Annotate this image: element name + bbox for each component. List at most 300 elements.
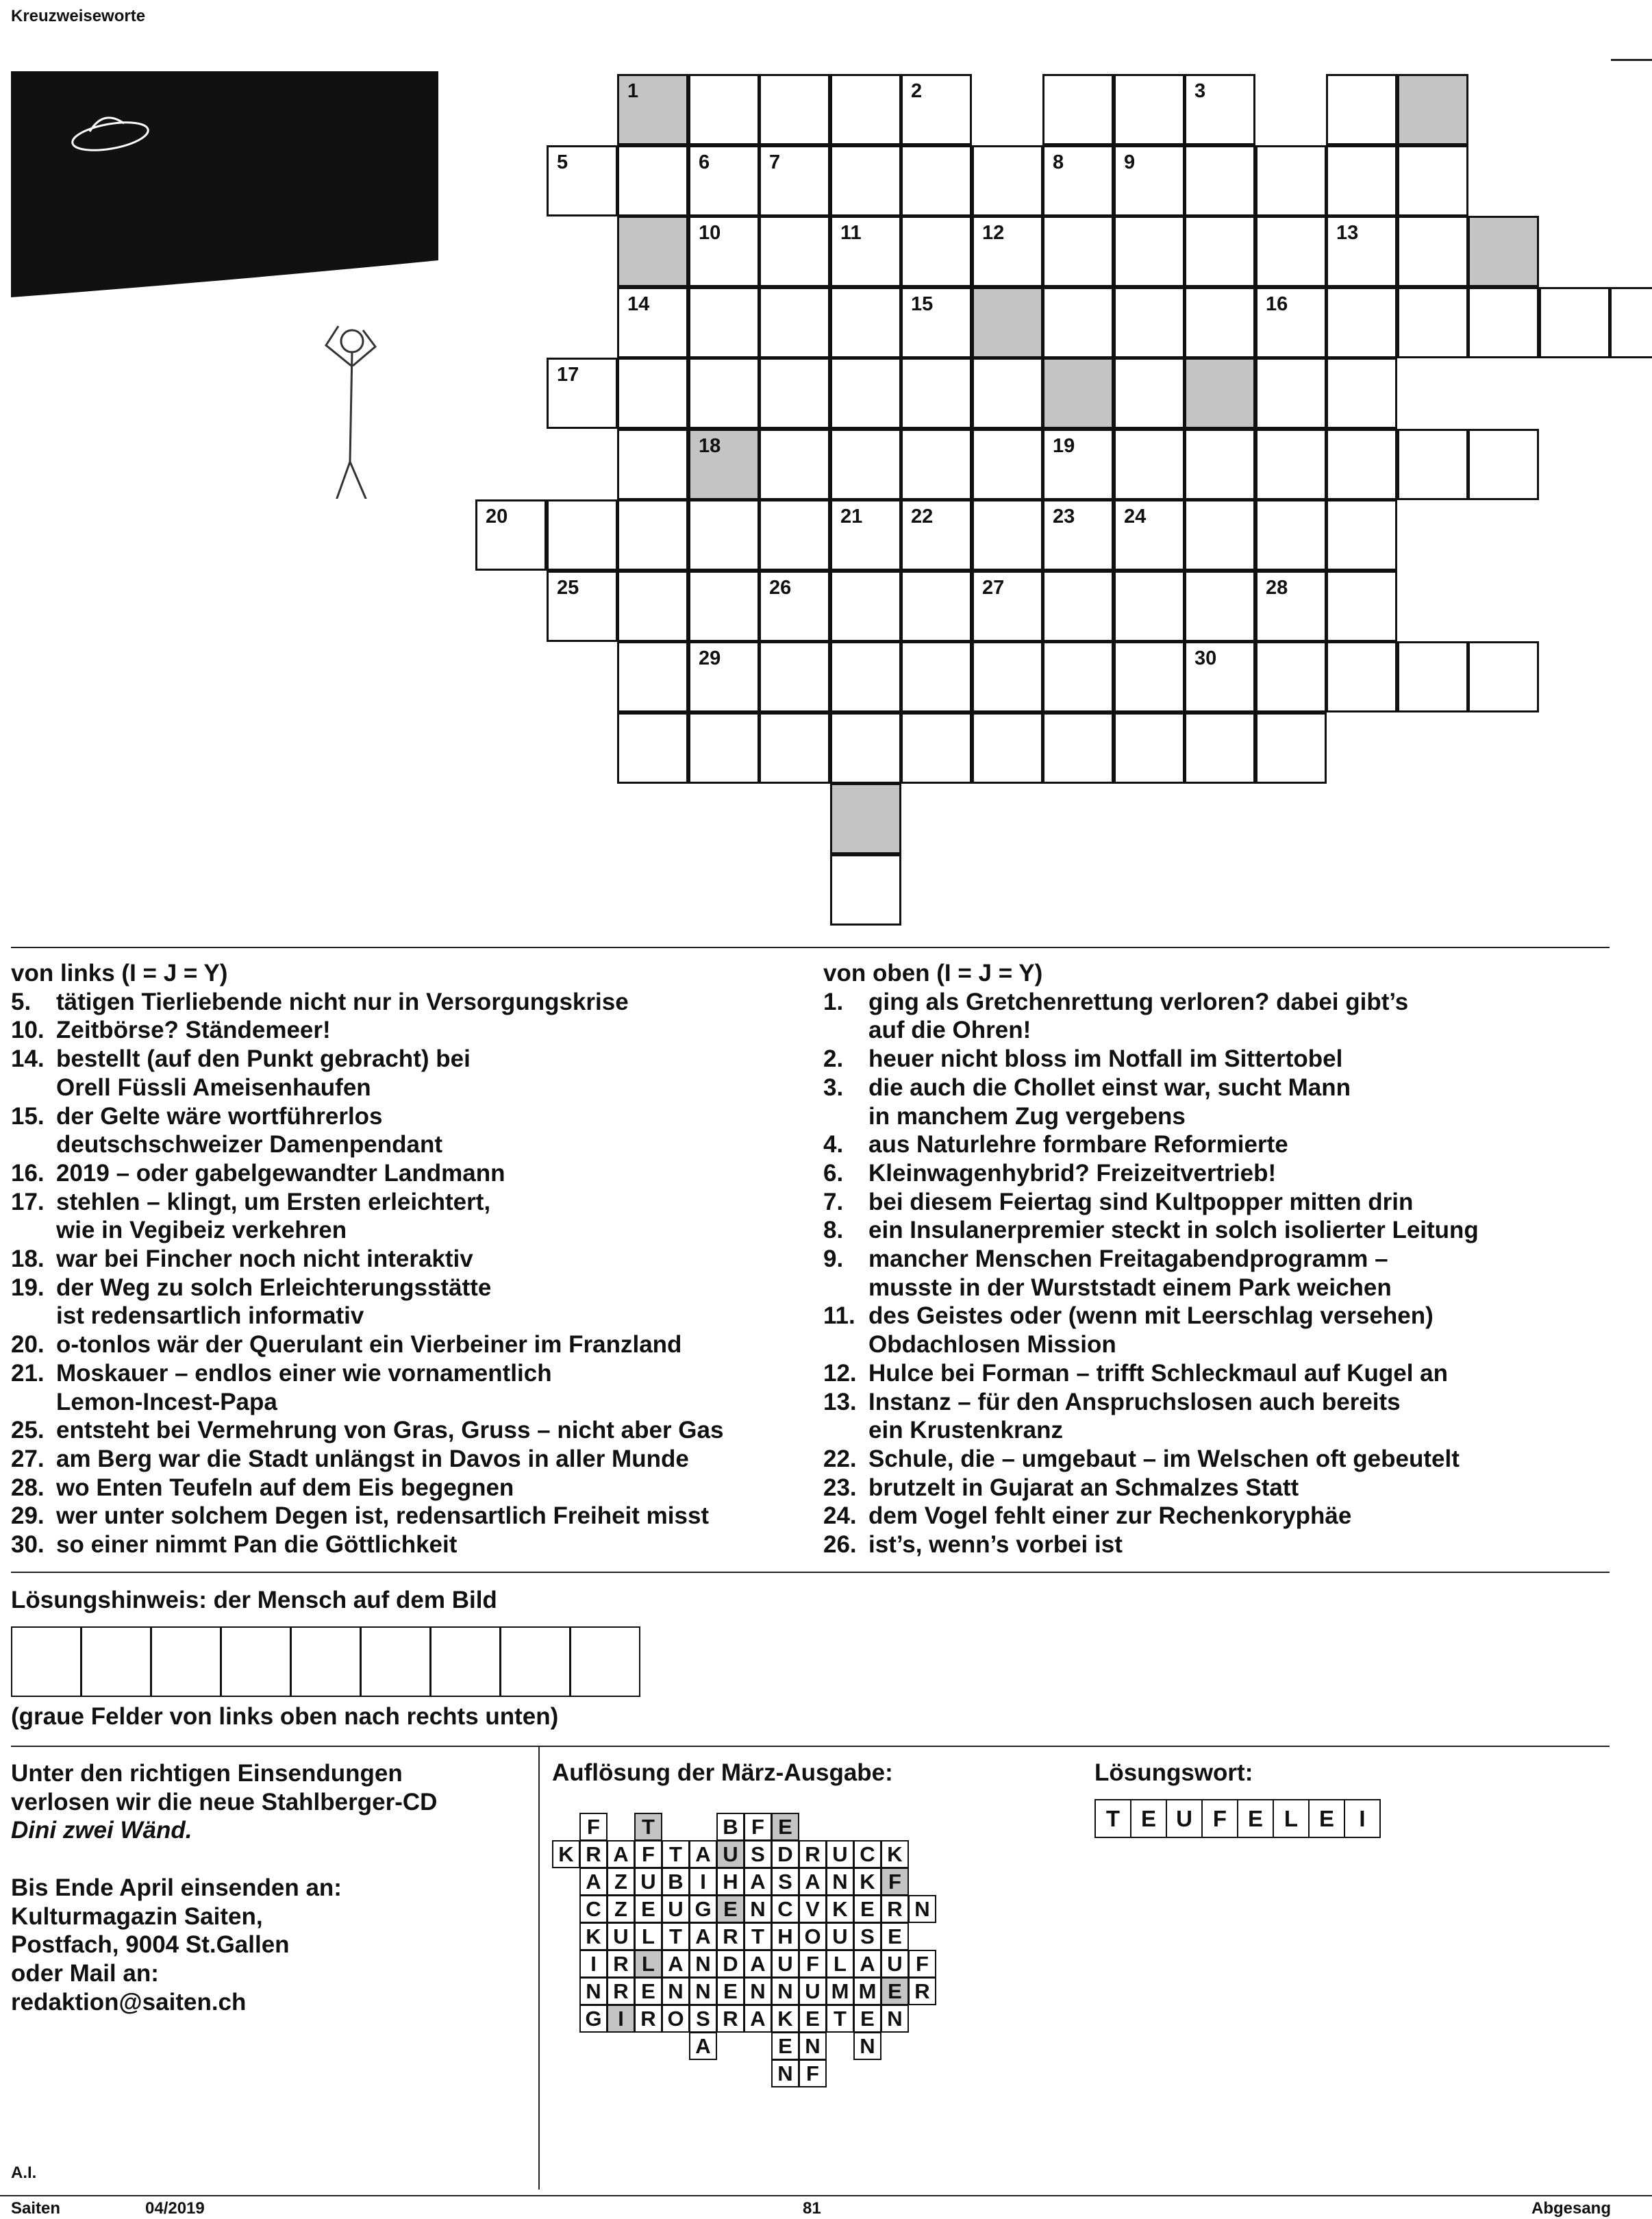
crossword-cell[interactable] bbox=[1042, 712, 1114, 784]
crossword-cell[interactable] bbox=[688, 641, 760, 712]
clue-item-number: 8. bbox=[823, 1217, 844, 1244]
solution-grid-cell: S bbox=[744, 1840, 772, 1868]
solution-grid-cell: U bbox=[881, 1950, 909, 1978]
clue-item bbox=[823, 1445, 1479, 1474]
clue-item-text: 2019 – oder gabelgewandter Landmann bbox=[56, 1159, 505, 1187]
clue-number: 21 bbox=[840, 506, 863, 528]
solution-grid-cell: C bbox=[771, 1895, 799, 1923]
clue-item-number: 5. bbox=[11, 988, 32, 1015]
footer-magazine: Saiten bbox=[11, 2199, 61, 2218]
clue-number: 25 bbox=[557, 577, 579, 599]
crossword-cell[interactable] bbox=[972, 358, 1043, 429]
solution-grid-cell: L bbox=[634, 1950, 662, 1978]
crossword-cell[interactable] bbox=[617, 74, 688, 145]
footer-issue: 04/2019 bbox=[145, 2199, 205, 2218]
clue-number: 14 bbox=[627, 293, 650, 315]
clue-item bbox=[11, 1530, 723, 1559]
solution-grid-cell: H bbox=[771, 1922, 799, 1950]
solution-letter-box[interactable] bbox=[221, 1626, 291, 1697]
clue-item bbox=[11, 1188, 723, 1217]
solution-grid-cell: A bbox=[744, 2005, 772, 2033]
crossword-cell[interactable] bbox=[901, 358, 972, 429]
clue-item-text: der Gelte wäre wortführerlos bbox=[56, 1102, 383, 1130]
crossword-cell[interactable] bbox=[688, 712, 760, 784]
clue-item-number: 26. bbox=[823, 1531, 857, 1559]
clue-item-text: aus Naturlehre formbare Reformierte bbox=[868, 1131, 1288, 1158]
crossword-cell[interactable] bbox=[1326, 358, 1397, 429]
solution-grid-cell: R bbox=[634, 2005, 662, 2033]
crossword-cell[interactable] bbox=[759, 429, 830, 500]
solution-word-letter: F bbox=[1201, 1799, 1238, 1838]
crossword-cell[interactable] bbox=[1397, 216, 1468, 287]
crossword-cell[interactable] bbox=[1397, 145, 1468, 216]
crossword-cell[interactable] bbox=[1326, 216, 1397, 287]
clue-item-number: 6. bbox=[823, 1159, 844, 1187]
crossword-cell[interactable] bbox=[901, 429, 972, 500]
solution-grid-cell: A bbox=[579, 1868, 608, 1896]
clue-number: 16 bbox=[1266, 293, 1288, 315]
solution-grid-cell: I bbox=[579, 1950, 608, 1978]
crossword-cell[interactable] bbox=[1114, 216, 1185, 287]
crossword-cell[interactable] bbox=[901, 499, 972, 571]
solution-grid-cell: R bbox=[716, 1922, 744, 1950]
crossword-cell[interactable] bbox=[1184, 74, 1255, 145]
crossword-cell[interactable] bbox=[1255, 145, 1327, 216]
solution-grid-cell: K bbox=[853, 1868, 881, 1896]
solution-grid-cell: T bbox=[744, 1922, 772, 1950]
crossword-cell[interactable] bbox=[972, 641, 1043, 712]
cd-title: Dini zwei Wänd. bbox=[11, 1817, 192, 1844]
clue-number: 28 bbox=[1266, 577, 1288, 599]
clue-item-text: so einer nimmt Pan die Göttlichkeit bbox=[56, 1531, 458, 1559]
clue-item bbox=[11, 1102, 723, 1131]
crossword-cell[interactable] bbox=[830, 783, 901, 854]
clue-item-text: in manchem Zug vergebens bbox=[868, 1102, 1186, 1130]
clue-item-text: Schule, die – umgebaut – im Welschen oft gebeutelt bbox=[868, 1445, 1460, 1472]
solution-letter-box[interactable] bbox=[570, 1626, 640, 1697]
clue-item-text: Instanz – für den Anspruchslosen auch bereits bbox=[868, 1388, 1401, 1415]
clue-item bbox=[11, 1388, 723, 1417]
solution-hint-title: Lösungshinweis: der Mensch auf dem Bild bbox=[11, 1587, 497, 1613]
clue-item-text: Zeitbörse? Ständemeer! bbox=[56, 1017, 331, 1044]
clue-item bbox=[823, 1045, 1479, 1074]
crossword-cell[interactable] bbox=[972, 145, 1043, 216]
contest-line: Unter den richtigen Einsendungen bbox=[11, 1760, 403, 1787]
crossword-cell[interactable] bbox=[1184, 287, 1255, 358]
crossword-cell[interactable] bbox=[1397, 74, 1468, 145]
solution-letter-box[interactable] bbox=[11, 1626, 82, 1697]
solution-grid-cell: N bbox=[579, 1977, 608, 2005]
solution-grid-cell: A bbox=[689, 2032, 717, 2060]
clue-item-number: 20. bbox=[11, 1331, 45, 1359]
crossword-cell[interactable] bbox=[1326, 74, 1397, 145]
clue-item bbox=[11, 1445, 723, 1474]
crossword-cell[interactable] bbox=[1326, 287, 1397, 358]
crossword-cell[interactable] bbox=[759, 145, 830, 216]
clue-item bbox=[823, 1416, 1479, 1445]
crossword-cell[interactable] bbox=[1184, 145, 1255, 216]
solution-grid-cell: N bbox=[881, 2005, 909, 2033]
crossword-cell[interactable] bbox=[901, 216, 972, 287]
clue-item bbox=[11, 1074, 723, 1102]
clue-item-number bbox=[11, 1074, 56, 1102]
crossword-cell[interactable] bbox=[1114, 145, 1185, 216]
solution-grid-cell: R bbox=[607, 1977, 635, 2005]
solution-hint-note: (graue Felder von links oben nach rechts unten) bbox=[11, 1703, 559, 1730]
crossword-cell[interactable] bbox=[617, 358, 688, 429]
clue-number: 3 bbox=[1194, 80, 1206, 102]
crossword-cell[interactable] bbox=[1255, 358, 1327, 429]
crossword-cell[interactable] bbox=[901, 145, 972, 216]
crossword-cell[interactable] bbox=[759, 571, 830, 642]
crossword-cell[interactable] bbox=[1468, 216, 1539, 287]
crossword-cell[interactable] bbox=[1114, 571, 1185, 642]
clue-item bbox=[823, 1216, 1479, 1245]
crossword-cell[interactable] bbox=[1255, 216, 1327, 287]
clue-item bbox=[823, 1274, 1479, 1302]
crossword-cell[interactable] bbox=[830, 145, 901, 216]
clue-number: 30 bbox=[1194, 647, 1217, 669]
solution-grid-cell: D bbox=[716, 1950, 744, 1978]
clue-item bbox=[11, 1016, 723, 1045]
crossword-cell[interactable] bbox=[830, 358, 901, 429]
solution-grid-cell: H bbox=[716, 1868, 744, 1896]
crossword-cell[interactable] bbox=[1255, 287, 1327, 358]
crossword-cell[interactable] bbox=[1326, 571, 1397, 642]
crossword-cell[interactable] bbox=[1184, 571, 1255, 642]
crossword-cell[interactable] bbox=[759, 499, 830, 571]
clue-item-number: 17. bbox=[11, 1188, 45, 1215]
crossword-cell[interactable] bbox=[1114, 641, 1185, 712]
crossword-cell[interactable] bbox=[617, 287, 688, 358]
clue-item-number bbox=[11, 1388, 56, 1417]
solution-grid-cell: F bbox=[881, 1868, 909, 1896]
clue-number: 22 bbox=[911, 506, 934, 528]
crossword-cell[interactable] bbox=[1468, 641, 1539, 712]
crossword-cell[interactable] bbox=[1184, 641, 1255, 712]
crossword-cell[interactable] bbox=[617, 145, 688, 216]
solution-grid-cell: F bbox=[799, 1950, 827, 1978]
solution-word-letter: L bbox=[1273, 1799, 1310, 1838]
crossword-cell[interactable] bbox=[688, 74, 760, 145]
contest-line: Bis Ende April einsenden an: bbox=[11, 1874, 342, 1901]
solution-letter-box[interactable] bbox=[430, 1626, 501, 1697]
clue-item bbox=[11, 1245, 723, 1274]
solution-grid-cell: U bbox=[771, 1950, 799, 1978]
crossword-cell[interactable] bbox=[688, 216, 760, 287]
crossword-cell[interactable] bbox=[688, 358, 760, 429]
clue-item-text: am Berg war die Stadt unlängst in Davos in aller Munde bbox=[56, 1445, 689, 1472]
clue-item-number: 4. bbox=[823, 1131, 844, 1158]
solution-grid-cell: E bbox=[634, 1977, 662, 2005]
solution-grid-cell: E bbox=[771, 2032, 799, 2060]
solution-letter-box[interactable] bbox=[81, 1626, 151, 1697]
clue-item bbox=[823, 1330, 1479, 1359]
crossword-cell[interactable] bbox=[1184, 429, 1255, 500]
solution-grid-cell: A bbox=[689, 1922, 717, 1950]
solution-word-letter: T bbox=[1094, 1799, 1131, 1838]
solution-grid-cell: N bbox=[853, 2032, 881, 2060]
crossword-cell[interactable] bbox=[972, 429, 1043, 500]
clue-number: 7 bbox=[769, 151, 781, 173]
solution-grid-cell: C bbox=[579, 1895, 608, 1923]
crossword-cell[interactable] bbox=[617, 712, 688, 784]
crossword-cell[interactable] bbox=[830, 287, 901, 358]
crossword-cell[interactable] bbox=[617, 571, 688, 642]
crossword-cell[interactable] bbox=[1326, 499, 1397, 571]
solution-grid-cell: N bbox=[771, 1977, 799, 2005]
crossword-cell[interactable] bbox=[759, 358, 830, 429]
clue-number: 12 bbox=[982, 222, 1005, 244]
clue-item-text: o-tonlos wär der Querulant ein Vierbeiner im Franzland bbox=[56, 1331, 682, 1359]
clue-item-text: war bei Fincher noch nicht interaktiv bbox=[56, 1245, 473, 1273]
crossword-cell[interactable] bbox=[901, 74, 972, 145]
previous-solution-title: Auflösung der März-Ausgabe: bbox=[552, 1759, 893, 1786]
solution-letter-box[interactable] bbox=[151, 1626, 221, 1697]
crossword-cell[interactable] bbox=[1184, 712, 1255, 784]
crossword-cell[interactable] bbox=[547, 571, 618, 642]
crossword-cell[interactable] bbox=[1114, 287, 1185, 358]
solution-grid-cell: N bbox=[799, 2032, 827, 2060]
crossword-cell[interactable] bbox=[830, 216, 901, 287]
solution-grid-cell: S bbox=[689, 2005, 717, 2033]
solution-grid-cell: K bbox=[826, 1895, 854, 1923]
solution-grid-cell: B bbox=[662, 1868, 690, 1896]
solution-letter-box[interactable] bbox=[360, 1626, 431, 1697]
crossword-cell[interactable] bbox=[1397, 287, 1468, 358]
clue-item-number: 23. bbox=[823, 1474, 857, 1501]
crossword-cell[interactable] bbox=[1042, 571, 1114, 642]
illustration-ufo-stickman bbox=[11, 71, 438, 499]
crossword-cell[interactable] bbox=[830, 571, 901, 642]
clue-number: 26 bbox=[769, 577, 792, 599]
crossword-cell[interactable] bbox=[1184, 358, 1255, 429]
crossword-cell[interactable] bbox=[830, 641, 901, 712]
clue-item-text: musste in der Wurststadt einem Park weichen bbox=[868, 1274, 1392, 1301]
solution-grid-cell: F bbox=[744, 1813, 772, 1841]
clue-number: 17 bbox=[557, 364, 579, 386]
clue-number: 19 bbox=[1053, 435, 1075, 457]
clue-item bbox=[823, 1074, 1479, 1102]
crossword-cell[interactable] bbox=[617, 641, 688, 712]
clue-item-number: 2. bbox=[823, 1045, 844, 1073]
crossword-cell[interactable] bbox=[1042, 499, 1114, 571]
crossword-cell[interactable] bbox=[1397, 429, 1468, 500]
crossword-cell[interactable] bbox=[1042, 145, 1114, 216]
clue-item bbox=[823, 1016, 1479, 1045]
crossword-cell[interactable] bbox=[547, 145, 618, 216]
crossword-cell[interactable] bbox=[475, 499, 547, 571]
crossword-cell[interactable] bbox=[1042, 358, 1114, 429]
clue-item bbox=[11, 1502, 723, 1530]
crossword-cell[interactable] bbox=[617, 429, 688, 500]
crossword-cell[interactable] bbox=[1255, 499, 1327, 571]
solution-grid-cell: M bbox=[826, 1977, 854, 2005]
clue-item-number: 18. bbox=[11, 1245, 45, 1273]
clue-number: 6 bbox=[699, 151, 710, 173]
crossword-cell[interactable] bbox=[1326, 641, 1397, 712]
crossword-cell[interactable] bbox=[972, 287, 1043, 358]
clue-number: 24 bbox=[1124, 506, 1147, 528]
section-title: Kreuzweiseworte bbox=[11, 7, 146, 25]
clue-number: 1 bbox=[627, 80, 639, 102]
crossword-cell[interactable] bbox=[1114, 499, 1185, 571]
crossword-cell[interactable] bbox=[830, 854, 901, 926]
clue-item-text: Hulce bei Forman – trifft Schleckmaul auf Kugel an bbox=[868, 1359, 1449, 1387]
crossword-cell[interactable] bbox=[1042, 216, 1114, 287]
solution-grid-cell: O bbox=[799, 1922, 827, 1950]
footer-rule bbox=[0, 2195, 1652, 2196]
solution-grid-cell: L bbox=[826, 1950, 854, 1978]
clue-item-text: brutzelt in Gujarat an Schmalzes Statt bbox=[868, 1474, 1299, 1501]
crossword-cell[interactable] bbox=[901, 287, 972, 358]
solution-word-letter: U bbox=[1166, 1799, 1203, 1838]
crossword-cell[interactable] bbox=[759, 216, 830, 287]
solution-grid-cell: N bbox=[826, 1868, 854, 1896]
clue-item-text: Kleinwagenhybrid? Freizeitvertrieb! bbox=[868, 1159, 1277, 1187]
crossword-cell[interactable] bbox=[1610, 287, 1652, 358]
crossword-cell[interactable] bbox=[972, 571, 1043, 642]
solution-letter-box[interactable] bbox=[500, 1626, 571, 1697]
solution-letter-box[interactable] bbox=[290, 1626, 361, 1697]
crossword-cell[interactable] bbox=[1042, 287, 1114, 358]
crossword-cell[interactable] bbox=[1468, 287, 1539, 358]
solution-grid-cell: I bbox=[607, 2005, 635, 2033]
solution-grid-cell: R bbox=[579, 1840, 608, 1868]
clue-item-number: 29. bbox=[11, 1502, 45, 1530]
crossword-cell[interactable] bbox=[1255, 429, 1327, 500]
crossword-cell[interactable] bbox=[1397, 641, 1468, 712]
clue-item-number bbox=[11, 1216, 56, 1245]
crossword-cell[interactable] bbox=[688, 499, 760, 571]
solution-grid-cell: K bbox=[552, 1840, 580, 1868]
crossword-cell[interactable] bbox=[759, 712, 830, 784]
clue-number: 29 bbox=[699, 647, 721, 669]
crossword-cell[interactable] bbox=[830, 712, 901, 784]
crossword-cell[interactable] bbox=[1468, 429, 1539, 500]
clue-item bbox=[11, 1216, 723, 1245]
solution-grid-cell: U bbox=[662, 1895, 690, 1923]
clue-item-text: wie in Vegibeiz verkehren bbox=[56, 1217, 347, 1244]
crossword-cell[interactable] bbox=[1539, 287, 1610, 358]
crossword-cell[interactable] bbox=[901, 712, 972, 784]
crossword-cell[interactable] bbox=[688, 571, 760, 642]
crossword-cell[interactable] bbox=[688, 145, 760, 216]
clue-item-number: 30. bbox=[11, 1531, 45, 1559]
contest-line: verlosen wir die neue Stahlberger-CD bbox=[11, 1788, 438, 1815]
clue-item-number: 10. bbox=[11, 1017, 45, 1044]
solution-grid-cell: N bbox=[744, 1977, 772, 2005]
crossword-cell[interactable] bbox=[617, 499, 688, 571]
clue-item-text: wo Enten Teufeln auf dem Eis begegnen bbox=[56, 1474, 514, 1501]
crossword-cell[interactable] bbox=[1114, 429, 1185, 500]
clue-item-number: 16. bbox=[11, 1159, 45, 1187]
solution-grid-cell: C bbox=[853, 1840, 881, 1868]
clue-item-text: Lemon-Incest-Papa bbox=[56, 1388, 277, 1415]
solution-word-letter: E bbox=[1308, 1799, 1345, 1838]
crossword-cell[interactable] bbox=[830, 74, 901, 145]
clue-item bbox=[11, 1416, 723, 1445]
crossword-cell[interactable] bbox=[547, 358, 618, 429]
clue-number: 15 bbox=[911, 293, 934, 315]
clue-item-text: Orell Füssli Ameisenhaufen bbox=[56, 1074, 371, 1101]
clue-item-text: ist redensartlich informativ bbox=[56, 1302, 364, 1330]
solution-grid-cell: A bbox=[662, 1950, 690, 1978]
solution-grid-cell: U bbox=[607, 1922, 635, 1950]
solution-grid-cell: U bbox=[634, 1868, 662, 1896]
clue-item-number: 24. bbox=[823, 1502, 857, 1530]
clue-item-text: Moskauer – endlos einer wie vornamentlich bbox=[56, 1359, 552, 1387]
crossword-cell[interactable] bbox=[617, 216, 688, 287]
solution-grid-cell: E bbox=[634, 1895, 662, 1923]
solution-grid-cell: R bbox=[799, 1840, 827, 1868]
crossword-cell[interactable] bbox=[972, 499, 1043, 571]
crossword-cell[interactable] bbox=[972, 216, 1043, 287]
crossword-cell[interactable] bbox=[1042, 74, 1114, 145]
crossword-cell[interactable] bbox=[688, 287, 760, 358]
solution-grid-cell: R bbox=[716, 2005, 744, 2033]
crossword-cell[interactable] bbox=[1184, 499, 1255, 571]
crossword-cell[interactable] bbox=[1114, 74, 1185, 145]
solution-grid-cell: M bbox=[853, 1977, 881, 2005]
crossword-cell[interactable] bbox=[547, 499, 618, 571]
crossword-cell[interactable] bbox=[759, 74, 830, 145]
crossword-cell[interactable] bbox=[901, 641, 972, 712]
crossword-cell[interactable] bbox=[759, 641, 830, 712]
crossword-cell[interactable] bbox=[1255, 571, 1327, 642]
crossword-cell[interactable] bbox=[972, 712, 1043, 784]
clue-item-text: des Geistes oder (wenn mit Leerschlag versehen) bbox=[868, 1302, 1434, 1330]
crossword-cell[interactable] bbox=[1042, 429, 1114, 500]
clue-item bbox=[823, 1530, 1479, 1559]
clue-number: 5 bbox=[557, 151, 568, 173]
crossword-cell[interactable] bbox=[1042, 641, 1114, 712]
solution-grid-cell: E bbox=[881, 1977, 909, 2005]
clues-across bbox=[11, 959, 723, 1559]
crossword-cell[interactable] bbox=[1255, 712, 1327, 784]
solution-grid-cell: A bbox=[744, 1950, 772, 1978]
crossword-cell[interactable] bbox=[1184, 216, 1255, 287]
clue-item-number: 1. bbox=[823, 988, 844, 1015]
solution-word-title: Lösungswort: bbox=[1094, 1759, 1253, 1786]
crossword-cell[interactable] bbox=[688, 429, 760, 500]
footer-page-number: 81 bbox=[803, 2199, 821, 2218]
clue-item-text: dem Vogel fehlt einer zur Rechenkoryphäe bbox=[868, 1502, 1352, 1530]
crossword-cell[interactable] bbox=[830, 429, 901, 500]
solution-grid-cell: T bbox=[826, 2005, 854, 2033]
contest-info bbox=[11, 1759, 437, 2016]
crossword-cell[interactable] bbox=[830, 499, 901, 571]
crossword-cell[interactable] bbox=[1326, 429, 1397, 500]
crossword-cell[interactable] bbox=[901, 571, 972, 642]
crossword-cell[interactable] bbox=[1326, 145, 1397, 216]
clue-item-number: 27. bbox=[11, 1445, 45, 1472]
clue-item bbox=[823, 1502, 1479, 1530]
solution-grid-cell: F bbox=[634, 1840, 662, 1868]
crossword-cell[interactable] bbox=[1114, 358, 1185, 429]
crossword-cell[interactable] bbox=[1114, 712, 1185, 784]
solution-grid-cell: V bbox=[799, 1895, 827, 1923]
crossword-cell[interactable] bbox=[1255, 641, 1327, 712]
contest-email: redaktion@saiten.ch bbox=[11, 1988, 247, 2016]
contest-line: Postfach, 9004 St.Gallen bbox=[11, 1931, 290, 1959]
clue-number: 8 bbox=[1053, 151, 1064, 173]
clue-number: 18 bbox=[699, 435, 721, 457]
crossword-cell[interactable] bbox=[759, 287, 830, 358]
clue-item-text: wer unter solchem Degen ist, redensartlich Freiheit misst bbox=[56, 1502, 710, 1530]
clue-item-number: 9. bbox=[823, 1245, 844, 1273]
clue-item-number: 28. bbox=[11, 1474, 45, 1501]
